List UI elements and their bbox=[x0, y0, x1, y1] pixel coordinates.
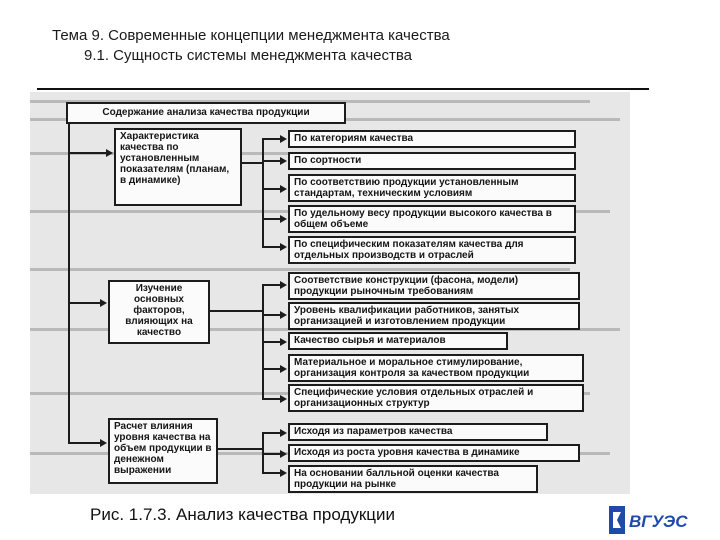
arrow-icon bbox=[100, 439, 107, 447]
item-box: По специфическим показателям качества для отдельных производств и отраслей bbox=[288, 236, 576, 264]
item-link bbox=[262, 314, 280, 316]
scan-noise bbox=[30, 268, 570, 271]
item-link bbox=[262, 472, 280, 474]
arrow-icon bbox=[100, 299, 107, 307]
item-link bbox=[262, 246, 280, 248]
item-link bbox=[262, 341, 280, 343]
figure-caption: Рис. 1.7.3. Анализ качества продукции bbox=[90, 505, 395, 524]
branch-line bbox=[68, 442, 102, 444]
arrow-icon bbox=[280, 185, 287, 193]
group-stub bbox=[242, 162, 264, 164]
arrow-icon bbox=[106, 149, 113, 157]
item-box: Исходя из параметров качества bbox=[288, 423, 548, 441]
item-link bbox=[262, 160, 280, 162]
header-divider bbox=[37, 88, 649, 90]
item-box: По категориям качества bbox=[288, 130, 576, 148]
root-box: Содержание анализа качества продукции bbox=[66, 102, 346, 124]
arrow-icon bbox=[280, 311, 287, 319]
item-box: Материальное и моральное стимулирование, организация контроля за качеством продукции bbox=[288, 354, 584, 382]
trunk-line bbox=[68, 124, 70, 444]
item-link bbox=[262, 368, 280, 370]
arrow-icon bbox=[280, 243, 287, 251]
item-link bbox=[262, 398, 280, 400]
group-stub bbox=[210, 310, 264, 312]
item-link bbox=[262, 284, 280, 286]
item-link bbox=[262, 138, 280, 140]
item-box: Соответствие конструкции (фасона, модели) продукции рыночным требованиям bbox=[288, 272, 580, 300]
university-logo bbox=[607, 504, 703, 536]
arrow-icon bbox=[280, 395, 287, 403]
item-box: Исходя из роста уровня качества в динамике bbox=[288, 444, 580, 462]
group-connector bbox=[262, 432, 264, 472]
group-box-factors: Изучение основных факторов, влияющих на качество bbox=[108, 280, 210, 344]
arrow-icon bbox=[280, 469, 287, 477]
group-stub bbox=[218, 448, 264, 450]
item-link bbox=[262, 188, 280, 190]
arrow-icon bbox=[280, 365, 287, 373]
arrow-icon bbox=[280, 338, 287, 346]
item-box: Специфические условия отдельных отраслей и организационных структур bbox=[288, 384, 584, 412]
diagram-scan bbox=[30, 92, 630, 494]
slide-topic: Тема 9. Современные концепции менеджмента качества bbox=[52, 27, 450, 44]
group-connector bbox=[262, 138, 264, 246]
item-box: По соответствию продукции установленным стандартам, техническим условиям bbox=[288, 174, 576, 202]
arrow-icon bbox=[280, 450, 287, 458]
item-box: На основании балльной оценки качества продукции на рынке bbox=[288, 465, 538, 493]
group-box-quality-characteristics: Характеристика качества по установленным показателям (планам, в динамике) bbox=[114, 128, 242, 206]
item-box: Уровень квалификации работников, занятых организацией и изготовлением продукции bbox=[288, 302, 580, 330]
arrow-icon bbox=[280, 157, 287, 165]
item-box: Качество сырья и материалов bbox=[288, 332, 508, 350]
logo-text: ВГУЭС bbox=[629, 512, 688, 531]
arrow-icon bbox=[280, 429, 287, 437]
branch-line bbox=[68, 152, 108, 154]
arrow-icon bbox=[280, 215, 287, 223]
item-link bbox=[262, 218, 280, 220]
item-link bbox=[262, 432, 280, 434]
branch-line bbox=[68, 302, 102, 304]
arrow-icon bbox=[280, 135, 287, 143]
arrow-icon bbox=[280, 281, 287, 289]
slide-subtopic: 9.1. Сущность системы менеджмента качества bbox=[84, 47, 412, 64]
item-box: По удельному весу продукции высокого качества в общем объеме bbox=[288, 205, 576, 233]
item-box: По сортности bbox=[288, 152, 576, 170]
item-link bbox=[262, 453, 280, 455]
group-box-impact-calculation: Расчет влияния уровня качества на объем продукции в денежном выражении bbox=[108, 418, 218, 484]
